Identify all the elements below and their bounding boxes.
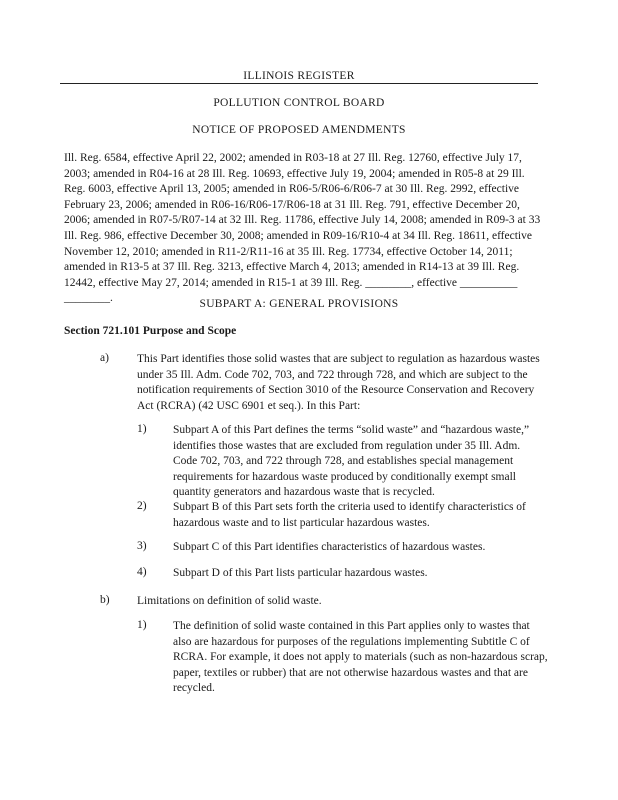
item-a3-marker: 3) (137, 540, 147, 552)
history-paragraph: Ill. Reg. 6584, effective April 22, 2002; amended in R03-18 at 27 Ill. Reg. 12760, effective July 17, 2003; amended in R04-16 at 28 Ill. Reg. 10693, effective July 19, 2004; amended in R05-8 at 29 Ill. Reg. 6003, effective April 13, 2005; amended in R06-5/R06-6/R06-7 at 30 Ill. Reg. 2992, effective February 23, 2006; amended in R06-16/R06-17/R06-18 at 31 Ill. Reg. 791, effective December 20, 2006; amended in R07-5/R07-14 at 32 Ill. Reg. 11786, effective July 14, 2008; amended in R09-3 at 33 Ill. Reg. 986, effective December 30, 2008; amended in R09-16/R10-4 at 34 Ill. Reg. 18611, effective November 12, 2010; amended in R11-2/R11-16 at 35 Ill. Reg. 17734, effective October 14, 2011; amended in R13-5 at 37 Ill. Reg. 3213, effective March 4, 2013; amended in R14-13 at 39 Ill. Reg. 12442, effective May 27, 2014; amended in R15-1 at 39 Ill. Reg. ________, effective __________ ________. (64, 152, 541, 305)
header-rule (60, 83, 538, 84)
notice-header: NOTICE OF PROPOSED AMENDMENTS (192, 124, 406, 136)
subsection-a-text: This Part identifies those solid wastes that are subject to regulation as hazardous wastes under 35 Ill. Adm. Code 702, 703, and 722 through 728, and which are subject to the notification requirements of Section 3010 of the Resource Conservation and Recovery Act (RCRA) (42 USC 6901 et seq.). In this Part: (137, 353, 540, 412)
board-header: POLLUTION CONTROL BOARD (213, 97, 385, 109)
register-header: ILLINOIS REGISTER (243, 70, 355, 82)
subsection-a-marker: a) (100, 352, 109, 364)
item-a4-text: Subpart D of this Part lists particular hazardous wastes. (173, 567, 428, 579)
item-b1-text: The definition of solid waste contained in this Part applies only to wastes that also are hazardous for purposes of the regulations implementing Subtitle C of RCRA. For example, it does not apply to materials (such as non-hazardous scrap, paper, textiles or rubber) that are not otherwise hazardous wastes and that are recycled. (173, 620, 548, 695)
item-a1-text: Subpart A of this Part defines the terms “solid waste” and “hazardous waste,” identifies those wastes that are excluded from regulation under 35 Ill. Adm. Code 702, 703, and 722 through 728, and establishes special management requirements for hazardous waste produced by conditionally exempt small quantity generators and hazardous waste that is recycled. (173, 424, 530, 499)
item-b1-marker: 1) (137, 619, 147, 631)
item-a3-text: Subpart C of this Part identifies characteristics of hazardous wastes. (173, 541, 486, 553)
item-a1-marker: 1) (137, 423, 147, 435)
item-a4-marker: 4) (137, 566, 147, 578)
subsection-b-text: Limitations on definition of solid waste. (137, 595, 322, 607)
item-a2-text: Subpart B of this Part sets forth the criteria used to identify characteristics of hazardous waste and to list particular hazardous wastes. (173, 501, 526, 529)
subpart-title: SUBPART A: GENERAL PROVISIONS (199, 298, 399, 310)
item-a2-marker: 2) (137, 500, 147, 512)
section-heading: Section 721.101 Purpose and Scope (64, 325, 237, 337)
subsection-b-marker: b) (100, 594, 110, 606)
